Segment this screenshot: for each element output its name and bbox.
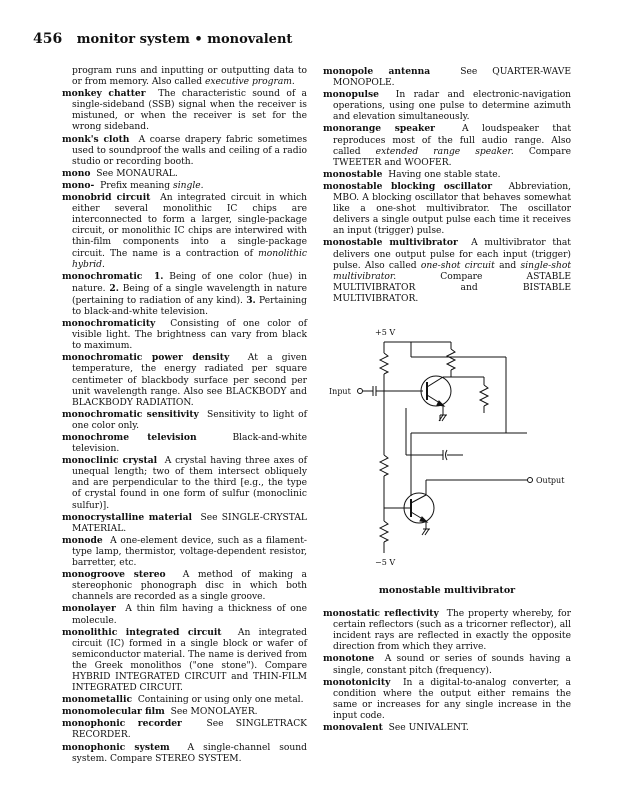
- resistor-icon: [380, 455, 388, 476]
- entry-monostable-multivibrator: monostable multivibrator A multivibrator that delivers one output pulse for each input (trigger) pulse. Also called one-shot circuit and single-shot multivibrator. Compare ASTABLE MULTIVIBRATOR and BISTABLE MULTIVIBRATOR.: [323, 237, 571, 304]
- right-column: [323, 66, 571, 734]
- input-terminal-icon: [358, 388, 363, 393]
- entry-monorange-speaker: monorange speaker A loudspeaker that reproduces most of the full audio range. Also called extended range speaker. Compare TWEETER and WOOFER.: [323, 123, 572, 168]
- entry-monostatic-reflectivity: monostatic reflectivity The property whereby, for certain reflectors (such as a tricorner reflector), all incident rays are reflected in exactly the opposite direction from which they arrive.: [323, 608, 571, 653]
- circuit-diagram: [323, 311, 571, 583]
- entry-continuation: program runs and inputting or outputting data to or from memory. Also called executive program.: [72, 66, 307, 88]
- entry-mono: mono See MONAURAL.: [62, 167, 178, 179]
- entry-monolayer: monolayer A thin film having a thickness of one molecule.: [62, 603, 307, 626]
- negative-supply-label: −5 V: [375, 557, 396, 567]
- entry-monochromatic-sensitivity: monochromatic sensitivity Sensitivity to light of one color only.: [62, 408, 307, 431]
- entry-monometallic: monometallic Containing or using only one metal.: [62, 694, 304, 706]
- entry-monostable-blocking-oscillator: monostable blocking oscillator Abbreviation, MBO. A blocking oscillator that behaves somewhat like a one-shot multivibrator. The oscillator delivers a single output pulse each time it receives an input (trigger) pulse.: [323, 180, 571, 237]
- entry-monopulse: monopulse In radar and electronic-navigation operations, using one pulse to determine azimuth and elevation simultaneously.: [323, 89, 571, 123]
- entry-monochromatic: monochromatic 1. Being of one color (hue) in nature. 2. Being of a single wavelength in nature (pertaining to radiation of any kind). 3. Pertaining to black-and-white television.: [62, 270, 308, 317]
- entry-monomolecular-film: monomolecular film See MONOLAYER.: [62, 706, 258, 718]
- entry-monochromatic-power-density: monochromatic power density At a given temperature, the energy radiated per square centimeter of blackbody surface per second per unit wavelength range. Also see BLACKBODY and BLACKBODY RADIATION.: [62, 352, 307, 408]
- entry-monochromaticity: monochromaticity Consisting of one color of visible light. The brightness can vary from black to maximum.: [62, 318, 307, 352]
- left-column: [62, 66, 307, 765]
- resistor-icon: [380, 521, 388, 542]
- positive-supply-label: +5 V: [375, 327, 396, 337]
- entry-monocrystalline-material: monocrystalline material See SINGLE-CRYSTAL MATERIAL.: [62, 511, 307, 534]
- entry-monopole-antenna: monopole antenna See QUARTER-WAVE MONOPOLE.: [323, 66, 571, 89]
- running-header: [33, 31, 292, 47]
- entry-monotone: monotone A sound or series of sounds having a single, constant pitch (frequency).: [323, 653, 571, 676]
- entry-monolithic-integrated-circuit: monolithic integrated circuit An integrated circuit (IC) formed in a single block or wafer of semiconductor material. The name is derived from the Greek monolithos ("one stone"). Compare HYBRID INTEGRATED CIRCUIT and THIN-FILM INTEGRATED CIRCUIT.: [62, 626, 307, 694]
- output-label: Output: [536, 475, 565, 485]
- entry-monode: monode A one-element device, such as a filament-type lamp, thermistor, voltage-dependent resistor, barretter, etc.: [62, 534, 307, 569]
- figure-caption: monostable multivibrator: [378, 584, 516, 596]
- monostable-multivibrator-schematic: [323, 311, 571, 583]
- entry-mono-prefix: mono- Prefix meaning single.: [62, 179, 204, 191]
- page-number: 456: [33, 31, 63, 47]
- guide-words: monitor system • monovalent: [76, 32, 293, 47]
- entry-monoclinic-crystal: monoclinic crystal A crystal having three axes of unequal length; two of them intersect obliquely and are perpendicular to the third [e.g., the type of crystal found in one form of sulfur (monoclinic sulfur)].: [62, 455, 307, 511]
- entry-monobrid-circuit: monobrid circuit An integrated circuit in which either several monolithic IC chips are interconnected to form a larger, single-package circuit, or monolithic IC chips are interwired with thin-film components into a single-package circuit. The name is a contraction of monolithic hybrid.: [62, 192, 307, 270]
- entry-monogroove-stereo: monogroove stereo A method of making a stereophonic phonograph disc in which both channels are recorded as a single groove.: [62, 569, 307, 603]
- entry-monophonic-recorder: monophonic recorder See SINGLETRACK RECORDER.: [62, 718, 307, 741]
- entry-monochrome-television: monochrome television Black-and-white television.: [62, 432, 307, 455]
- resistor-icon: [380, 353, 388, 374]
- entry-monophonic-system: monophonic system A single-channel sound system. Compare STEREO SYSTEM.: [62, 741, 307, 764]
- entry-monkey-chatter: monkey chatter The characteristic sound of a single-sideband (SSB) signal when the receiver is mistuned, or when the receiver is set for the wrong sideband.: [62, 88, 307, 133]
- transistor-icon: [421, 376, 451, 406]
- resistor-icon: [480, 385, 488, 406]
- resistor-icon: [447, 349, 455, 370]
- entry-monovalent: monovalent See UNIVALENT.: [323, 722, 469, 733]
- entry-monostable: monostable Having one stable state.: [323, 168, 501, 180]
- input-label: Input: [329, 386, 351, 396]
- output-terminal-icon: [528, 477, 533, 482]
- entry-monotonicity: monotonicity In a digital-to-analog converter, a condition where the output either remains the same or increases for any single increase in the input code.: [323, 676, 571, 721]
- entry-monks-cloth: monk's cloth A coarse drapery fabric sometimes used to soundproof the walls and ceiling of a radio studio or recording booth.: [62, 133, 307, 167]
